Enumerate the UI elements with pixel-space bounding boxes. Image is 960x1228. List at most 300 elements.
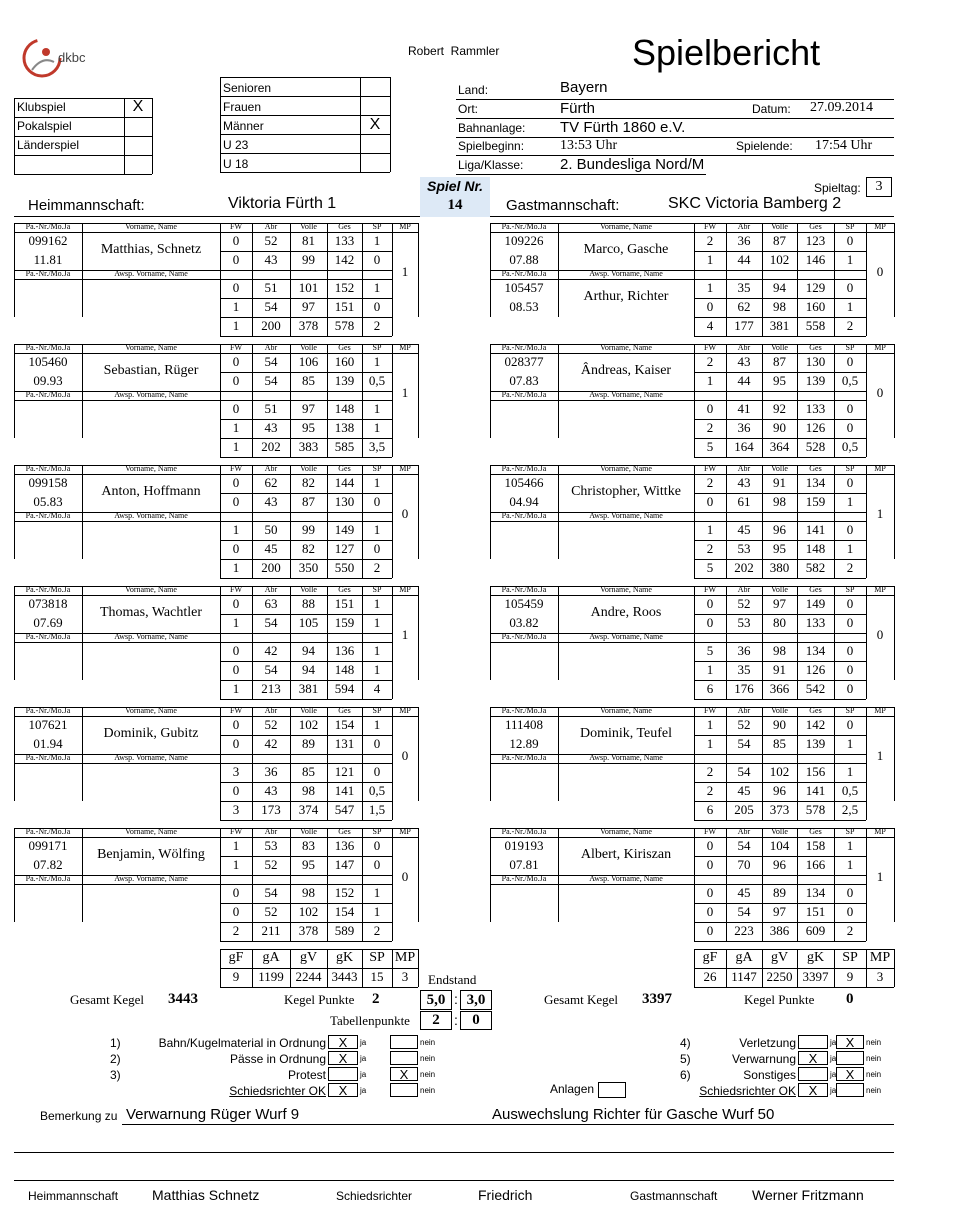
check-label: Verwarnung [731, 1052, 796, 1066]
total-cell: 202 [261, 439, 281, 454]
summary-value: 15 [370, 969, 384, 984]
col-sp-header: SP [845, 706, 855, 715]
total-cell: 1 [232, 560, 240, 575]
player-mp: 1 [876, 869, 884, 884]
col-sub-pass-header: Pa.-Nr./Mo.Ja [501, 632, 547, 641]
player-year: 07.83 [509, 373, 539, 388]
col-volle-header: Volle [300, 343, 317, 352]
score-cell: 102 [769, 252, 790, 267]
player-name: Andre, Roos [590, 605, 662, 620]
col-abr-header: Abr [264, 343, 278, 352]
score-cell: 0 [232, 541, 240, 556]
score-cell: 54 [737, 904, 751, 919]
total-cell: 223 [734, 923, 754, 938]
spiel-nr-value: 14 [447, 197, 463, 213]
score-cell: 2 [706, 475, 714, 490]
check-label: Protest [287, 1068, 326, 1082]
score-cell: 1 [373, 280, 381, 295]
summary-value: 1147 [731, 969, 757, 984]
summary-header: gA [735, 950, 753, 965]
total-cell: 2 [373, 923, 381, 938]
col-volle-header: Volle [300, 827, 317, 836]
col-sub-pass-header: Pa.-Nr./Mo.Ja [501, 511, 547, 520]
ja-label: ja [360, 1038, 367, 1047]
spiel-nr-box [420, 177, 490, 217]
score-cell: 51 [264, 280, 278, 295]
total-cell: 5 [706, 439, 714, 454]
player-mp: 1 [401, 385, 409, 400]
total-cell: 2 [232, 923, 240, 938]
col-name-header: Vorname, Name [600, 585, 652, 594]
player-name: Sebastian, Rüger [103, 363, 199, 378]
score-cell: 95 [773, 373, 786, 388]
category-label: Frauen [223, 100, 262, 114]
check-ja-box[interactable]: X [328, 1051, 358, 1065]
score-cell: 0 [373, 857, 381, 872]
score-cell: 85 [302, 764, 315, 779]
game-type-label: Länderspiel [17, 138, 80, 152]
score-cell: 0 [373, 838, 381, 853]
score-cell: 166 [805, 857, 826, 872]
summary-header: gV [299, 950, 318, 965]
total-cell: 4 [706, 318, 714, 333]
total-cell: 350 [298, 560, 319, 575]
score-cell: 90 [773, 717, 786, 732]
player-pass: 019193 [504, 838, 544, 853]
score-cell: 0 [232, 233, 240, 248]
summary-header: gV [770, 950, 789, 965]
score-cell: 141 [334, 783, 355, 798]
col-sub-name-header: Awsp. Vorname, Name [589, 511, 663, 520]
sub-pass: 105457 [504, 280, 544, 295]
total-cell: 5 [706, 560, 714, 575]
score-cell: 3 [232, 764, 240, 779]
col-name-header: Vorname, Name [600, 464, 652, 473]
score-cell: 94 [302, 643, 315, 658]
player-mp: 0 [401, 506, 409, 521]
player-mp: 0 [401, 869, 409, 884]
col-sp-header: SP [845, 827, 855, 836]
score-cell: 1 [846, 541, 854, 556]
bemerkung-1: Verwarnung Rüger Wurf 9 [126, 1106, 300, 1123]
check-nein-box[interactable] [390, 1083, 418, 1097]
col-fw-header: FW [230, 585, 242, 594]
score-cell: 0 [232, 373, 240, 388]
score-cell: 98 [773, 643, 786, 658]
score-cell: 91 [773, 662, 786, 677]
summary-value: 1199 [258, 969, 284, 984]
col-pass-header: Pa.-Nr./Mo.Ja [501, 464, 547, 473]
player-mp: 1 [401, 264, 409, 279]
score-cell: 99 [302, 522, 315, 537]
check-nein-box[interactable] [836, 1083, 864, 1097]
ja-label: ja [830, 1086, 837, 1095]
col-name-header: Vorname, Name [125, 827, 177, 836]
total-cell: 6 [706, 802, 714, 817]
player-pass: 073818 [28, 596, 68, 611]
sig-ref-label: Schiedsrichter [336, 1189, 413, 1203]
home-label: Heimmannschaft: [28, 197, 145, 214]
nein-label: nein [420, 1054, 436, 1063]
col-sp-header: SP [845, 222, 855, 231]
score-cell: 1 [373, 596, 381, 611]
score-cell: 106 [298, 354, 319, 369]
score-cell: 83 [302, 838, 315, 853]
score-cell: 91 [773, 475, 786, 490]
score-cell: 1 [373, 904, 381, 919]
nein-label: nein [866, 1070, 882, 1079]
score-cell: 102 [298, 717, 319, 732]
check-num: 2) [110, 1052, 121, 1066]
total-cell: 177 [734, 318, 754, 333]
player-pass: 099158 [28, 475, 68, 490]
col-volle-header: Volle [300, 222, 317, 231]
total-cell: 202 [734, 560, 754, 575]
total-cell: 213 [261, 681, 281, 696]
score-cell: 35 [737, 662, 751, 677]
col-mp-header: MP [874, 222, 886, 231]
player-mp: 0 [876, 627, 884, 642]
score-cell: 95 [302, 420, 315, 435]
col-mp-header: MP [399, 343, 411, 352]
score-cell: 51 [264, 401, 278, 416]
score-cell: 54 [264, 299, 278, 314]
check-ja-box[interactable] [798, 1035, 828, 1049]
player-pass: 107621 [28, 717, 68, 732]
score-cell: 133 [805, 401, 826, 416]
player-year: 07.81 [509, 857, 539, 872]
score-cell: 36 [737, 420, 751, 435]
col-volle-header: Volle [771, 827, 788, 836]
col-ges-header: Ges [338, 464, 351, 473]
check-ja-box[interactable]: X [798, 1051, 828, 1065]
player-pass: 099162 [28, 233, 68, 248]
total-cell: 176 [734, 681, 754, 696]
col-pass-header: Pa.-Nr./Mo.Ja [501, 706, 547, 715]
guest-kegel-punkte-value: 0 [846, 991, 854, 1007]
sig-guest-label: Gastmannschaft [630, 1189, 718, 1203]
player-pass: 109226 [504, 233, 544, 248]
score-cell: 151 [334, 299, 355, 314]
beginn-label: Spielbeginn: [458, 139, 525, 153]
score-cell: 131 [334, 736, 355, 751]
endstand-label: Endstand [428, 972, 477, 987]
col-fw-header: FW [230, 706, 242, 715]
liga-value: 2. Bundesliga Nord/M [560, 156, 705, 173]
score-cell: 36 [737, 233, 751, 248]
col-fw-header: FW [704, 464, 716, 473]
score-cell: 1 [846, 857, 854, 872]
total-cell: 383 [298, 439, 319, 454]
score-cell: 0 [846, 522, 854, 537]
summary-value: 9 [846, 969, 854, 984]
score-cell: 54 [737, 736, 751, 751]
total-cell: 380 [769, 560, 790, 575]
score-cell: 154 [334, 717, 355, 732]
col-fw-header: FW [230, 343, 242, 352]
score-cell: 1 [373, 475, 381, 490]
score-cell: 0 [232, 736, 240, 751]
score-cell: 36 [737, 643, 751, 658]
score-cell: 43 [737, 354, 751, 369]
score-cell: 152 [334, 885, 355, 900]
score-cell: 52 [264, 904, 278, 919]
score-cell: 1 [232, 838, 240, 853]
score-cell: 0 [846, 717, 854, 732]
score-cell: 80 [773, 615, 786, 630]
total-cell: 381 [298, 681, 319, 696]
score-cell: 54 [737, 764, 751, 779]
score-cell: 94 [302, 662, 315, 677]
score-cell: 63 [264, 596, 278, 611]
summary-value: 3 [401, 969, 409, 984]
game-type-label: Pokalspiel [17, 119, 72, 133]
summary-value: 3 [876, 969, 884, 984]
total-cell: 2 [846, 318, 854, 333]
guest-gesamt-value: 3397 [642, 991, 672, 1007]
total-cell: 578 [805, 802, 826, 817]
score-cell: 0,5 [841, 783, 859, 798]
score-cell: 53 [737, 541, 751, 556]
nein-label: nein [420, 1070, 436, 1079]
score-cell: 134 [805, 643, 826, 658]
check-nein-box[interactable]: X [836, 1067, 864, 1081]
tabellenpunkte-label: Tabellenpunkte [330, 1013, 410, 1028]
score-cell: 136 [334, 838, 355, 853]
check-label: Bahn/Kugelmaterial in Ordnung [158, 1036, 326, 1050]
col-name-header: Vorname, Name [125, 343, 177, 352]
check-nein-box[interactable] [836, 1051, 864, 1065]
referee-name: Robert Rammler [408, 44, 500, 58]
sub-name: Arthur, Richter [583, 289, 669, 304]
check-nein-box[interactable] [390, 1035, 418, 1049]
score-cell: 133 [805, 615, 826, 630]
bahnanlage-value: TV Fürth 1860 e.V. [560, 119, 686, 136]
ja-label: ja [830, 1070, 837, 1079]
sig-home-name: Matthias Schnetz [152, 1187, 260, 1203]
col-sub-name-header: Awsp. Vorname, Name [114, 753, 188, 762]
score-cell: 0 [232, 494, 240, 509]
col-sub-pass-header: Pa.-Nr./Mo.Ja [25, 269, 71, 278]
score-cell: 1 [373, 717, 381, 732]
check-ja-box[interactable]: X [798, 1083, 828, 1097]
score-cell: 159 [334, 615, 355, 630]
check-label: Sonstiges [743, 1068, 796, 1082]
col-pass-header: Pa.-Nr./Mo.Ja [25, 343, 71, 352]
score-cell: 0 [706, 299, 714, 314]
land-value: Bayern [560, 79, 608, 96]
ort-value: Fürth [560, 100, 596, 117]
score-cell: 1 [846, 252, 854, 267]
player-mp: 1 [876, 506, 884, 521]
score-cell: 98 [302, 885, 315, 900]
score-cell: 160 [334, 354, 355, 369]
score-cell: 97 [773, 596, 786, 611]
col-pass-header: Pa.-Nr./Mo.Ja [501, 827, 547, 836]
player-pass: 111408 [504, 717, 544, 732]
beginn-value: 13:53 Uhr [560, 138, 618, 153]
col-sub-name-header: Awsp. Vorname, Name [589, 390, 663, 399]
check-nein-box[interactable] [390, 1051, 418, 1065]
score-cell: 1 [846, 494, 854, 509]
col-abr-header: Abr [264, 585, 278, 594]
score-cell: 54 [264, 373, 278, 388]
score-cell: 53 [264, 838, 278, 853]
col-volle-header: Volle [300, 706, 317, 715]
total-cell: 378 [298, 923, 319, 938]
score-cell: 1 [706, 662, 714, 677]
check-ja-box[interactable]: X [328, 1083, 358, 1097]
score-cell: 0 [846, 475, 854, 490]
col-fw-header: FW [230, 222, 242, 231]
check-num: 6) [680, 1068, 691, 1082]
score-cell: 82 [302, 475, 315, 490]
category-label: Senioren [223, 81, 272, 95]
score-cell: 126 [805, 420, 826, 435]
col-name-header: Vorname, Name [125, 585, 177, 594]
check-ja-box[interactable]: X [328, 1035, 358, 1049]
score-cell: 42 [264, 736, 278, 751]
score-cell: 133 [334, 233, 355, 248]
score-cell: 54 [264, 885, 278, 900]
nein-label: nein [866, 1054, 882, 1063]
check-nein-box[interactable]: X [836, 1035, 864, 1049]
score-cell: 96 [773, 783, 786, 798]
score-cell: 70 [737, 857, 751, 872]
total-cell: 582 [805, 560, 826, 575]
score-cell: 1 [706, 736, 714, 751]
category-mark[interactable]: X [369, 116, 381, 133]
col-sub-name-header: Awsp. Vorname, Name [589, 874, 663, 883]
player-name: Ândreas, Kaiser [580, 363, 672, 378]
player-name: Benjamin, Wölfing [97, 847, 205, 862]
score-cell: 41 [737, 401, 751, 416]
col-abr-header: Abr [264, 706, 278, 715]
total-cell: 550 [334, 560, 355, 575]
score-cell: 61 [737, 494, 751, 509]
guest-gesamt-label: Gesamt Kegel [544, 992, 619, 1007]
check-ja-box[interactable] [798, 1067, 828, 1081]
col-mp-header: MP [399, 706, 411, 715]
summary-header: SP [842, 950, 858, 965]
total-cell: 594 [334, 681, 355, 696]
summary-value: 2250 [766, 969, 793, 984]
ende-label: Spielende: [736, 139, 793, 153]
total-cell: 386 [769, 923, 790, 938]
score-cell: 1 [232, 857, 240, 872]
col-ges-header: Ges [338, 222, 351, 231]
tab-home: 2 [420, 1011, 452, 1030]
score-cell: 42 [264, 643, 278, 658]
score-cell: 44 [737, 252, 751, 267]
nein-label: nein [420, 1038, 436, 1047]
col-ges-header: Ges [809, 827, 822, 836]
total-cell: 589 [334, 923, 355, 938]
player-year: 12.89 [509, 736, 539, 751]
col-sp-header: SP [372, 827, 382, 836]
score-cell: 2 [706, 233, 714, 248]
col-ges-header: Ges [809, 585, 822, 594]
page-title: Spielbericht [632, 32, 821, 73]
end-score-guest: 3,0 [460, 990, 492, 1010]
anlagen-box[interactable] [598, 1082, 626, 1098]
score-cell: 0 [373, 494, 381, 509]
score-cell: 0 [846, 233, 854, 248]
score-cell: 139 [805, 373, 826, 388]
total-cell: 1,5 [368, 802, 386, 817]
score-cell: 0 [373, 736, 381, 751]
score-cell: 43 [264, 783, 278, 798]
ja-label: ja [830, 1038, 837, 1047]
score-cell: 0 [846, 615, 854, 630]
spieltag-value: 3 [866, 177, 892, 197]
total-cell: 609 [805, 923, 826, 938]
col-abr-header: Abr [264, 464, 278, 473]
score-cell: 138 [334, 420, 355, 435]
col-mp-header: MP [874, 585, 886, 594]
score-cell: 1 [373, 662, 381, 677]
score-cell: 2 [706, 764, 714, 779]
game-type-label: Klubspiel [17, 100, 66, 114]
score-cell: 1 [373, 401, 381, 416]
score-cell: 1 [706, 522, 714, 537]
score-cell: 52 [737, 596, 751, 611]
score-cell: 5 [706, 643, 714, 658]
check-nein-box[interactable]: X [390, 1067, 418, 1081]
check-ja-box[interactable] [328, 1067, 358, 1081]
col-sub-pass-header: Pa.-Nr./Mo.Ja [25, 753, 71, 762]
home-kegel-punkte-label: Kegel Punkte [284, 992, 355, 1007]
score-cell: 0 [373, 541, 381, 556]
score-cell: 87 [302, 494, 315, 509]
score-cell: 1 [232, 522, 240, 537]
col-mp-header: MP [399, 827, 411, 836]
total-cell: 1 [232, 439, 240, 454]
score-cell: 87 [773, 354, 786, 369]
score-cell: 102 [298, 904, 319, 919]
score-cell: 130 [334, 494, 355, 509]
score-cell: 0 [232, 904, 240, 919]
score-cell: 1 [846, 736, 854, 751]
score-cell: 89 [302, 736, 315, 751]
score-cell: 141 [805, 522, 826, 537]
score-cell: 0 [706, 596, 714, 611]
score-cell: 52 [264, 233, 278, 248]
col-sub-name-header: Awsp. Vorname, Name [589, 269, 663, 278]
total-cell: 2,5 [841, 802, 859, 817]
total-cell: 6 [706, 681, 714, 696]
tab-guest: 0 [460, 1011, 492, 1030]
total-cell: 3,5 [368, 439, 386, 454]
sig-guest-name: Werner Fritzmann [752, 1187, 864, 1203]
category-label: U 23 [223, 138, 249, 152]
player-year: 03.82 [509, 615, 539, 630]
spieltag-label: Spieltag: [814, 181, 861, 195]
col-name-header: Vorname, Name [600, 343, 652, 352]
score-cell: 0 [232, 783, 240, 798]
col-pass-header: Pa.-Nr./Mo.Ja [25, 464, 71, 473]
game-type-mark[interactable]: X [132, 98, 144, 115]
summary-value: 2244 [295, 969, 322, 984]
player-year: 11.81 [33, 252, 63, 267]
score-cell: 156 [805, 764, 826, 779]
col-name-header: Vorname, Name [600, 222, 652, 231]
total-cell: 173 [261, 802, 281, 817]
total-cell: 0,5 [841, 439, 859, 454]
score-cell: 130 [805, 354, 826, 369]
col-volle-header: Volle [771, 464, 788, 473]
score-cell: 1 [373, 522, 381, 537]
